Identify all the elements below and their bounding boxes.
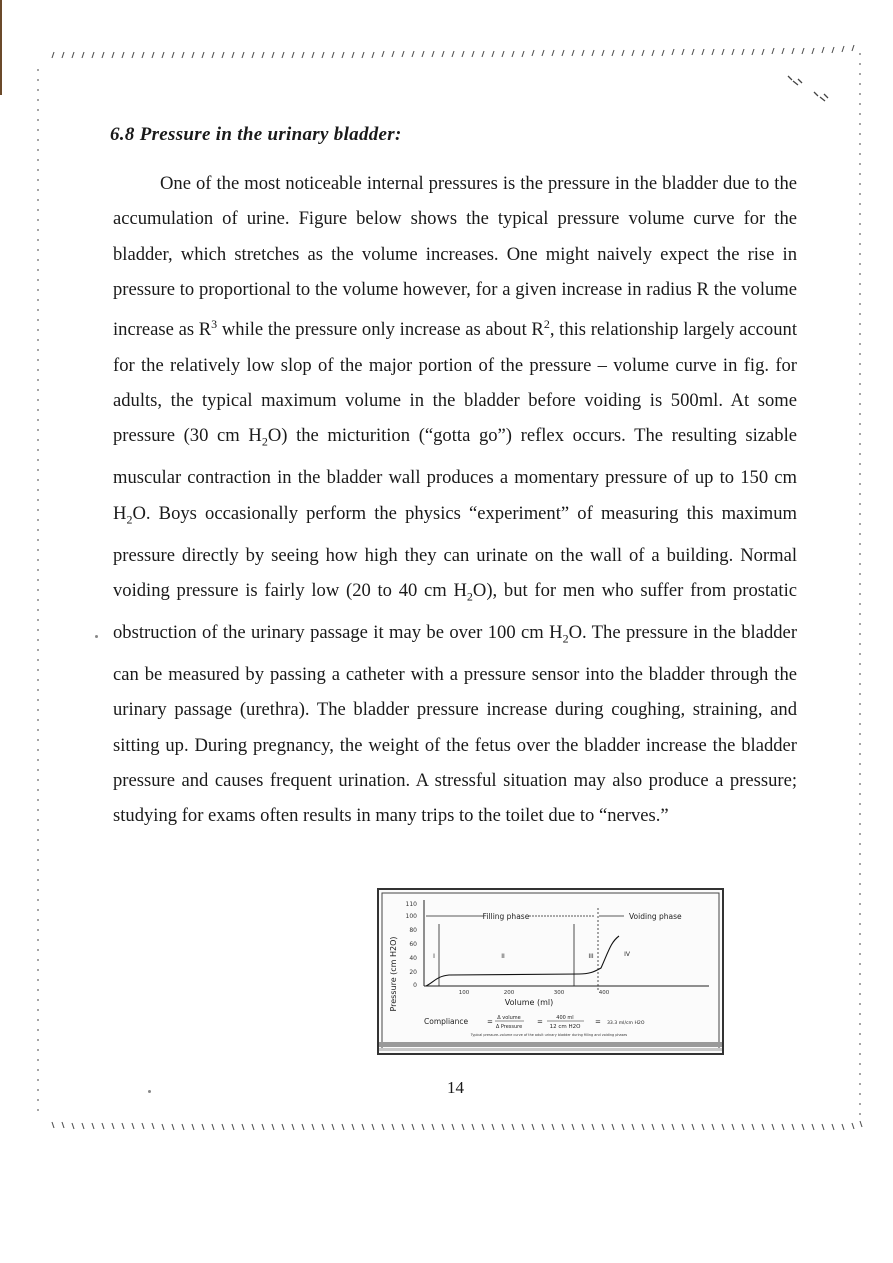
y-tick-label: 20 <box>409 969 417 976</box>
paragraph-text: O) the micturition (“gotta go”) reflex occurs. The resulting sizable muscular contraction in the bladder wall produces a momentary pressure of up to 150 cm H <box>113 425 797 524</box>
subscript: 2 <box>261 434 268 449</box>
region-label: IV <box>624 951 630 958</box>
page-edge-line <box>0 0 2 95</box>
page-number: 14 <box>447 1078 464 1097</box>
compliance-numerator: Δ volume <box>497 1015 521 1021</box>
speck <box>148 1090 151 1093</box>
region-label: I <box>433 953 435 960</box>
y-tick-label: 110 <box>405 901 417 908</box>
paragraph-text: while the pressure only increase as about R <box>217 319 544 341</box>
superscript: 3 <box>211 317 218 332</box>
y-axis-label: Pressure (cm H2O) <box>389 936 398 1012</box>
voiding-phase-label: Voiding phase <box>629 912 682 921</box>
figure-caption: Typical pressure–volume curve of the adult urinary bladder during filling and voiding phases <box>470 1033 628 1037</box>
subscript: 2 <box>562 631 569 646</box>
x-tick-label: 200 <box>503 990 515 996</box>
scan-band <box>379 1042 722 1047</box>
corner-ornament <box>780 72 840 112</box>
speck <box>95 635 98 638</box>
pressure-volume-chart <box>379 890 722 1053</box>
equals-sign: = <box>537 1018 543 1026</box>
compliance-value-numerator: 400 ml <box>556 1015 574 1021</box>
equals-sign: = <box>487 1018 493 1026</box>
compliance-denominator: Δ Pressure <box>495 1024 523 1030</box>
subscript: 2 <box>126 512 133 527</box>
subscript: 2 <box>466 589 473 604</box>
decorative-border-right <box>852 44 868 1124</box>
paragraph-text: O. The pressure in the bladder can be measured by passing a catheter with a pressure sensor into the bladder through the urinary passage (urethra). The bladder pressure increase during coughing, straining, and sitting up. During pregnancy, the weight of the fetus over the bladder increase the bladder pressure and causes frequent urination. A stressful situation may also produce a pressure; studying for exams often results in many trips to the toilet due to “nerves.” <box>113 621 798 827</box>
y-tick-label: 100 <box>405 913 417 920</box>
section-heading: 6.8 Pressure in the urinary bladder: <box>110 124 402 145</box>
pressure-volume-figure <box>377 888 724 1055</box>
scan-band <box>379 1048 722 1051</box>
region-label: III <box>588 953 594 960</box>
compliance-label: Compliance <box>424 1017 469 1026</box>
paragraph-text: O. Boys occasionally perform the physics “experiment” of measuring this maximum pressure directly by seeing how high they can urinate on the wall of a building. Normal voiding pressure is fairly low (20 to 40 cm H <box>113 502 797 601</box>
x-tick-label: 400 <box>598 990 610 996</box>
compliance-value-denominator: 12 cm H2O <box>549 1024 581 1030</box>
x-axis-label: Volume (ml) <box>504 998 554 1007</box>
paragraph-text: O), but for men who suffer from prostatic obstruction of the urinary passage it may be over 100 cm H <box>113 579 797 643</box>
paragraph-text: , this relationship largely account for the relatively low slop of the major portion of the pressure – volume curve in fig. for adults, the typical maximum volume in the bladder before voiding is 500ml. At some pressure (30 cm H <box>113 319 797 447</box>
y-tick-label: 40 <box>409 955 417 962</box>
equals-sign: = <box>595 1018 601 1026</box>
y-tick-label: 80 <box>409 927 417 934</box>
region-label: II <box>501 953 505 960</box>
filling-phase-label: Filling phase <box>482 912 530 921</box>
body-paragraph <box>113 166 797 833</box>
x-tick-label: 100 <box>458 990 470 996</box>
paragraph-text: One of the most noticeable internal pressures is the pressure in the bladder due to the accumulation of urine. Figure below shows the typical pressure volume curve for the bladder, which stretches as the volume increases. One might naively expect the rise in pressure to proportional to the volume however, for a given increase in radius R the volume increase as R <box>113 173 797 341</box>
y-tick-label: 0 <box>413 982 417 989</box>
compliance-result: 33.3 ml/cm H2O <box>607 1021 645 1026</box>
decorative-border-left <box>30 66 46 1114</box>
decorative-border-top <box>48 38 860 62</box>
decorative-border-bottom <box>48 1112 868 1136</box>
superscript: 2 <box>543 317 550 332</box>
x-tick-label: 300 <box>553 990 565 996</box>
y-tick-label: 60 <box>409 941 417 948</box>
